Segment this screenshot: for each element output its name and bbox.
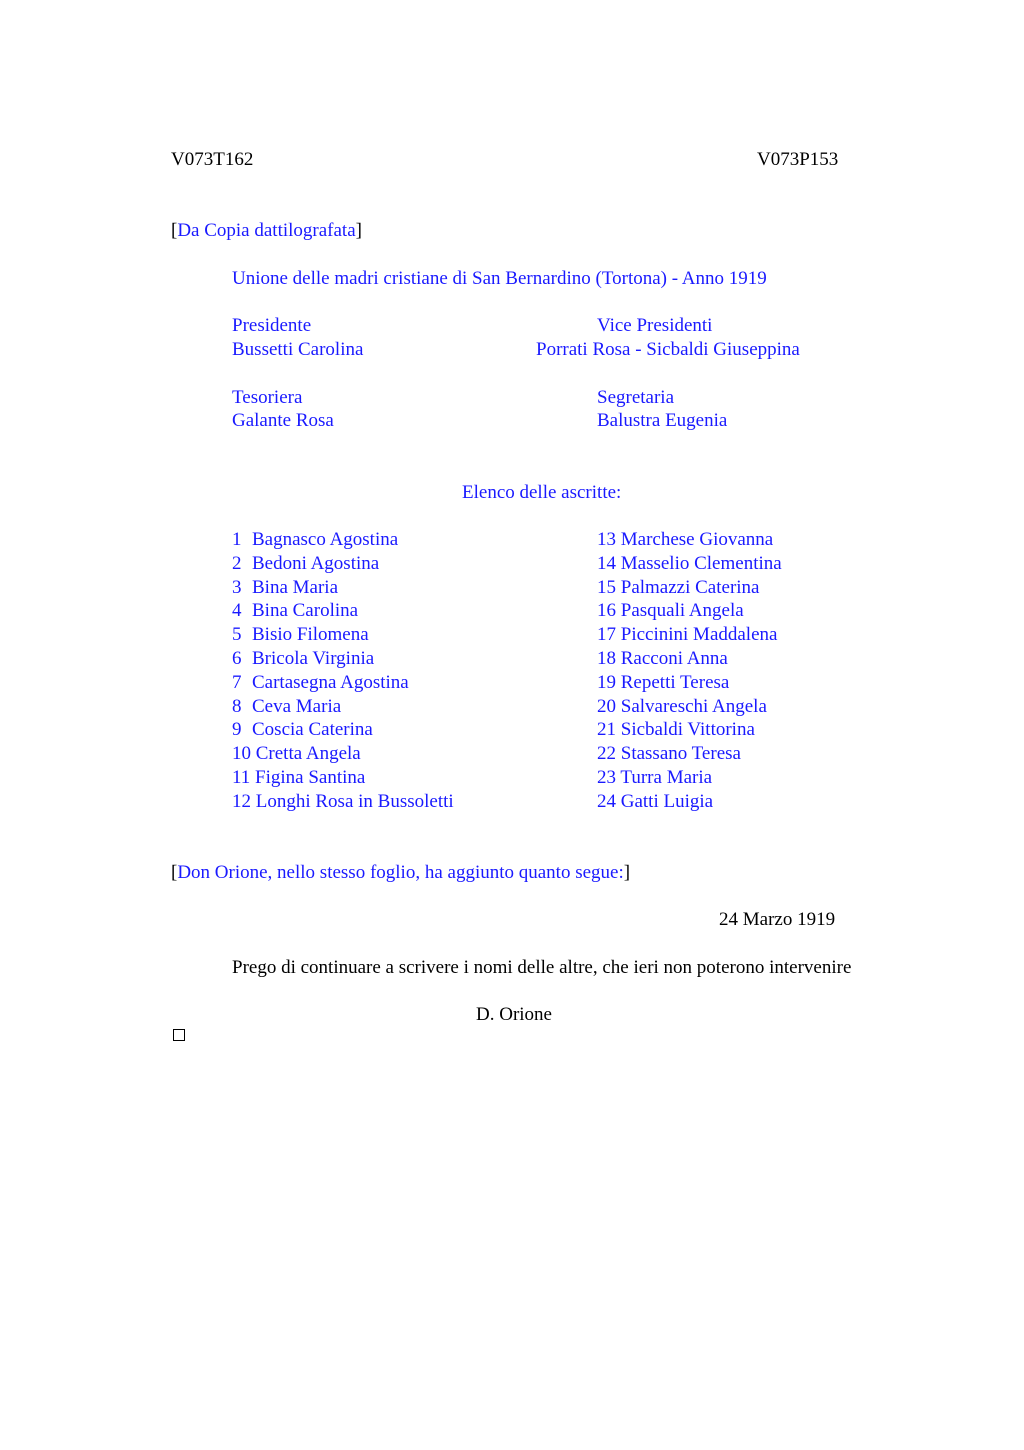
member-number: 20 bbox=[597, 695, 616, 717]
member-number: 6 bbox=[232, 647, 242, 669]
list-item bbox=[597, 792, 782, 816]
bracket-open: [ bbox=[171, 220, 178, 241]
list-item bbox=[597, 578, 782, 602]
addendum-note bbox=[171, 863, 630, 882]
letter-message: Prego di continuare a scrivere i nomi delle altre, che ieri non poterono intervenire bbox=[232, 957, 852, 978]
member-name: Bagnasco Agostina bbox=[252, 529, 399, 550]
list-item bbox=[232, 578, 454, 602]
list-item bbox=[232, 601, 454, 625]
empty-square-icon bbox=[173, 1029, 185, 1041]
member-number: 9 bbox=[232, 719, 242, 741]
tesoriera-label: Tesoriera bbox=[232, 387, 303, 408]
vice-presidenti-label: Vice Presidenti bbox=[597, 315, 713, 336]
member-name: Masselio Clementina bbox=[620, 552, 782, 574]
bracket-close: ] bbox=[623, 862, 631, 883]
segretaria-label: Segretaria bbox=[597, 387, 675, 408]
presidente-name: Bussetti Carolina bbox=[232, 339, 364, 360]
list-item bbox=[232, 673, 454, 697]
member-name: Pasquali Angela bbox=[620, 600, 744, 622]
member-name: Salvareschi Angela bbox=[620, 695, 767, 717]
member-number: 21 bbox=[597, 719, 616, 741]
member-name: Bina Carolina bbox=[252, 600, 359, 622]
member-name: Piccinini Maddalena bbox=[620, 624, 778, 646]
members-list-left bbox=[232, 530, 454, 816]
member-number: 13 bbox=[597, 529, 616, 550]
members-list-right bbox=[597, 530, 782, 816]
member-number: 7 bbox=[232, 671, 242, 693]
member-number: 3 bbox=[232, 576, 242, 598]
letter-date: 24 Marzo 1919 bbox=[719, 909, 836, 930]
list-item bbox=[597, 649, 782, 673]
source-note-text: Da Copia dattilografata bbox=[177, 220, 356, 241]
member-name: Sicbaldi Vittorina bbox=[620, 719, 755, 741]
member-name: Coscia Caterina bbox=[252, 719, 373, 741]
list-item bbox=[597, 625, 782, 649]
list-item bbox=[597, 697, 782, 721]
list-item bbox=[232, 554, 454, 578]
list-item bbox=[232, 625, 454, 649]
list-item bbox=[597, 720, 782, 744]
member-number: 14 bbox=[597, 552, 616, 574]
member-name: Racconi Anna bbox=[620, 647, 728, 669]
list-item bbox=[232, 530, 454, 554]
addendum-note-text: Don Orione, nello stesso foglio, ha aggiunto quanto segue: bbox=[177, 862, 624, 883]
member-name: Longhi Rosa in Bussoletti bbox=[255, 790, 454, 812]
member-number: 22 bbox=[597, 743, 616, 765]
document-title: Unione delle madri cristiane di San Bernardino (Tortona) - Anno 1919 bbox=[232, 268, 767, 289]
list-item bbox=[232, 697, 454, 721]
list-item bbox=[232, 744, 454, 768]
member-name: Cretta Angela bbox=[255, 743, 361, 765]
member-number: 17 bbox=[597, 624, 616, 646]
member-name: Figina Santina bbox=[255, 766, 366, 788]
document-code-left: V073T162 bbox=[171, 149, 254, 170]
list-item bbox=[597, 530, 782, 554]
list-item bbox=[597, 601, 782, 625]
presidente-label: Presidente bbox=[232, 315, 312, 336]
member-name: Palmazzi Caterina bbox=[620, 576, 760, 598]
list-item bbox=[597, 673, 782, 697]
member-name: Turra Maria bbox=[620, 766, 713, 788]
document-code-right: V073P153 bbox=[757, 149, 839, 170]
segretaria-name: Balustra Eugenia bbox=[597, 410, 728, 431]
member-name: Repetti Teresa bbox=[620, 671, 730, 693]
bracket-close: ] bbox=[355, 220, 362, 241]
signature: D. Orione bbox=[476, 1004, 552, 1025]
member-number: 4 bbox=[232, 600, 242, 622]
members-list-heading: Elenco delle ascritte: bbox=[462, 482, 622, 503]
member-name: Cartasegna Agostina bbox=[252, 671, 409, 693]
member-number: 15 bbox=[597, 576, 616, 598]
member-name: Bedoni Agostina bbox=[252, 552, 380, 574]
member-number: 23 bbox=[597, 766, 616, 788]
list-item bbox=[232, 792, 454, 816]
source-note bbox=[171, 221, 362, 240]
list-item bbox=[597, 744, 782, 768]
member-number: 24 bbox=[597, 790, 616, 812]
vice-presidenti-names: Porrati Rosa - Sicbaldi Giuseppina bbox=[536, 339, 800, 360]
member-name: Bricola Virginia bbox=[252, 647, 375, 669]
member-number: 12 bbox=[232, 790, 251, 812]
list-item bbox=[232, 720, 454, 744]
member-number: 1 bbox=[232, 529, 242, 550]
member-number: 19 bbox=[597, 671, 616, 693]
list-item bbox=[597, 554, 782, 578]
member-name: Gatti Luigia bbox=[620, 790, 714, 812]
member-number: 5 bbox=[232, 624, 242, 646]
member-number: 11 bbox=[232, 766, 251, 788]
member-number: 10 bbox=[232, 743, 251, 765]
member-name: Bisio Filomena bbox=[252, 624, 369, 646]
member-name: Ceva Maria bbox=[252, 695, 342, 717]
member-name: Marchese Giovanna bbox=[620, 529, 774, 550]
bracket-open: [ bbox=[171, 862, 178, 883]
tesoriera-name: Galante Rosa bbox=[232, 410, 334, 431]
list-item bbox=[232, 768, 454, 792]
member-name: Bina Maria bbox=[252, 576, 339, 598]
member-number: 8 bbox=[232, 695, 242, 717]
list-item bbox=[232, 649, 454, 673]
member-name: Stassano Teresa bbox=[620, 743, 741, 765]
member-number: 16 bbox=[597, 600, 616, 622]
member-number: 2 bbox=[232, 552, 242, 574]
member-number: 18 bbox=[597, 647, 616, 669]
list-item bbox=[597, 768, 782, 792]
